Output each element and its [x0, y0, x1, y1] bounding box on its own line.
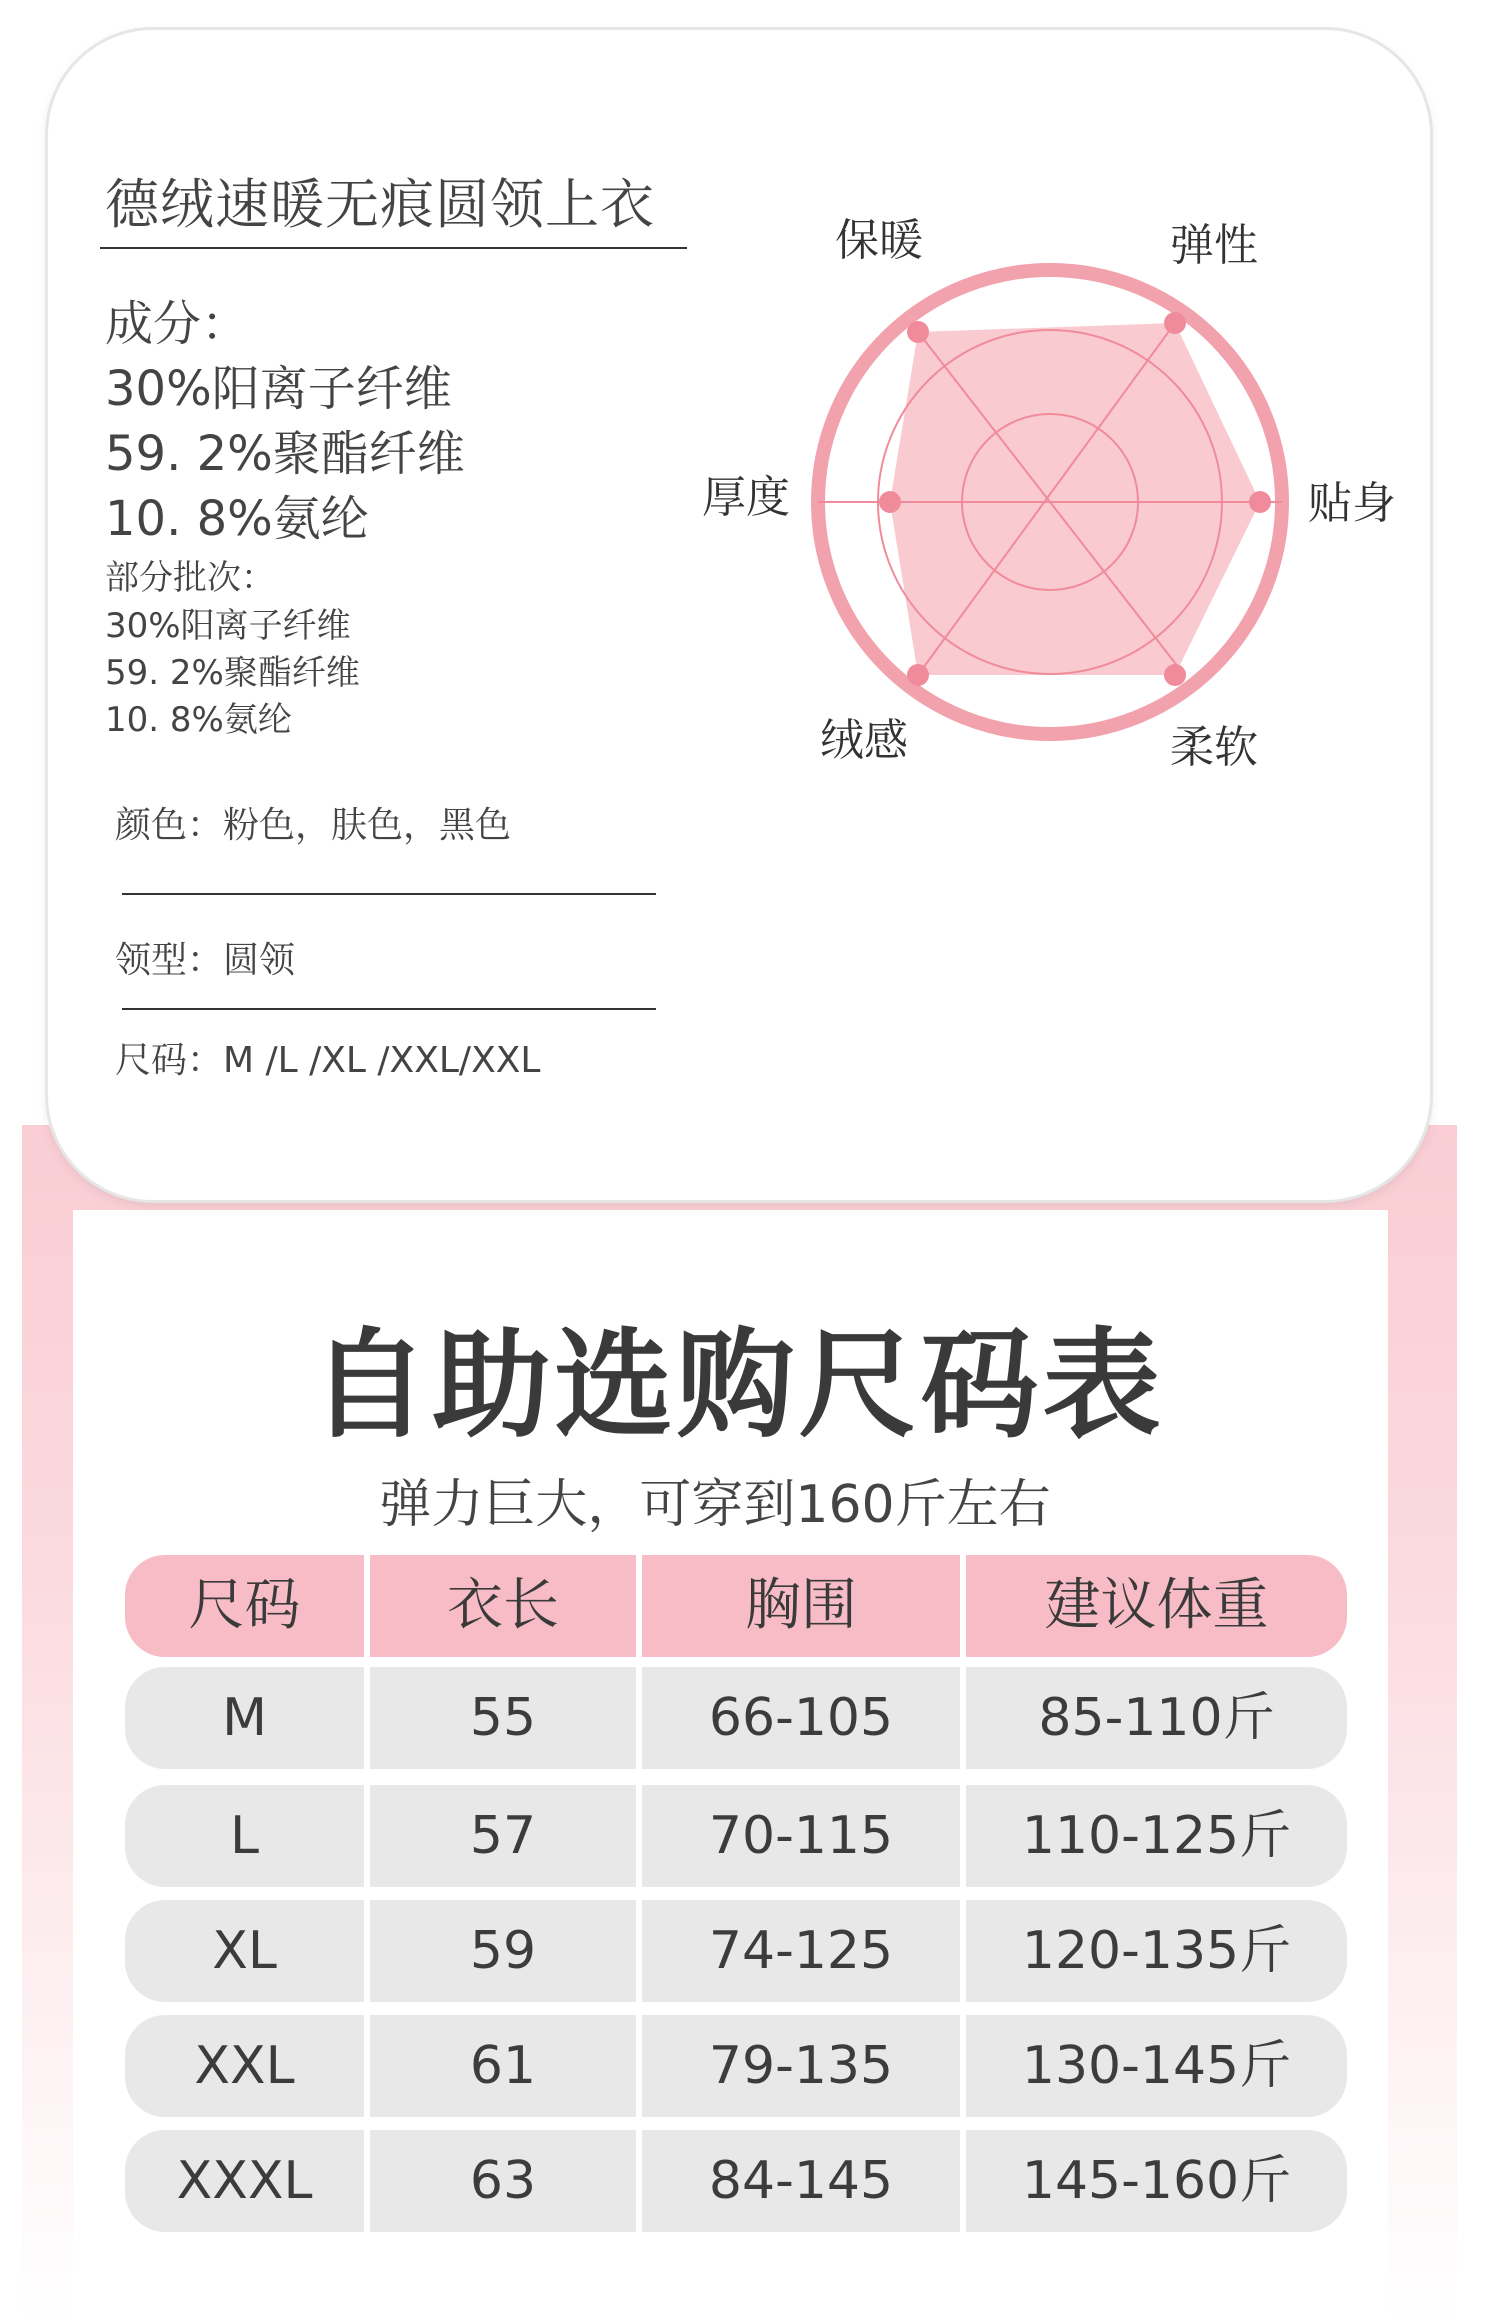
table-cell-weight: 145-160斤 [1021, 2151, 1292, 2211]
table-cell-weight: 130-145斤 [1021, 2036, 1292, 2096]
spec-divider [122, 1008, 656, 1010]
radar-point-warmth [907, 321, 929, 343]
batch-line: 30%阳离子纤维 [105, 606, 351, 646]
composition-line: 10. 8%氨纶 [105, 491, 369, 547]
collar-spec: 领型：圆领 [115, 940, 296, 981]
radar-label-warmth: 保暖 [835, 215, 923, 266]
batch-line: 10. 8%氨纶 [105, 700, 292, 740]
table-cell-size: M [222, 1688, 267, 1748]
title-divider [100, 247, 687, 249]
product-title: 德绒速暖无痕圆领上衣 [105, 173, 655, 236]
radar-label-plush: 绒感 [820, 715, 908, 766]
table-cell-size: XXXL [176, 2151, 313, 2211]
header-cell-size: 尺码 [188, 1573, 301, 1638]
radar-point-elasticity [1164, 312, 1186, 334]
radar-label-thickness: 厚度 [702, 472, 790, 523]
size-spec: 尺码：M /L /XL /XXL/XXL [115, 1040, 541, 1081]
composition-heading: 成分： [105, 296, 250, 352]
radar-label-softness: 柔软 [1170, 722, 1258, 773]
feature-radar-chart [660, 190, 1420, 810]
radar-point-thickness [879, 491, 901, 513]
table-cell-chest: 79-135 [708, 2036, 894, 2096]
header-cell-weight: 建议体重 [1044, 1573, 1269, 1638]
table-cell-length: 57 [469, 1806, 537, 1866]
table-cell-chest: 66-105 [708, 1688, 894, 1748]
batch-heading: 部分批次： [105, 558, 275, 598]
table-cell-length: 61 [469, 2036, 537, 2096]
composition-line: 30%阳离子纤维 [105, 361, 452, 417]
table-cell-length: 63 [469, 2151, 537, 2211]
radar-point-fit [1249, 491, 1271, 513]
table-cell-chest: 70-115 [708, 1806, 894, 1866]
radar-label-elasticity: 弹性 [1170, 220, 1258, 271]
radar-point-plush [907, 664, 929, 686]
table-cell-chest: 84-145 [708, 2151, 894, 2211]
size-chart-title: 自助选购尺码表 [310, 1316, 1165, 1454]
table-cell-chest: 74-125 [708, 1921, 894, 1981]
color-spec: 颜色：粉色，肤色，黑色 [115, 805, 512, 846]
radar-area [890, 323, 1260, 675]
header-cell-length: 衣长 [447, 1573, 559, 1638]
table-cell-weight: 110-125斤 [1021, 1806, 1292, 1866]
radar-label-fit: 贴身 [1308, 478, 1396, 529]
size-chart-subtitle: 弹力巨大，可穿到160斤左右 [379, 1475, 1051, 1535]
table-cell-size: XL [212, 1921, 277, 1981]
table-cell-length: 55 [469, 1688, 537, 1748]
composition-line: 59. 2%聚酯纤维 [105, 426, 465, 482]
table-cell-size: XXL [194, 2036, 295, 2096]
table-cell-weight: 85-110斤 [1038, 1688, 1275, 1748]
table-cell-size: L [230, 1806, 259, 1866]
header-cell-chest: 胸围 [745, 1573, 857, 1638]
spec-divider [122, 893, 656, 895]
batch-line: 59. 2%聚酯纤维 [105, 653, 360, 693]
radar-point-softness [1164, 664, 1186, 686]
table-cell-length: 59 [469, 1921, 537, 1981]
table-cell-weight: 120-135斤 [1021, 1921, 1292, 1981]
